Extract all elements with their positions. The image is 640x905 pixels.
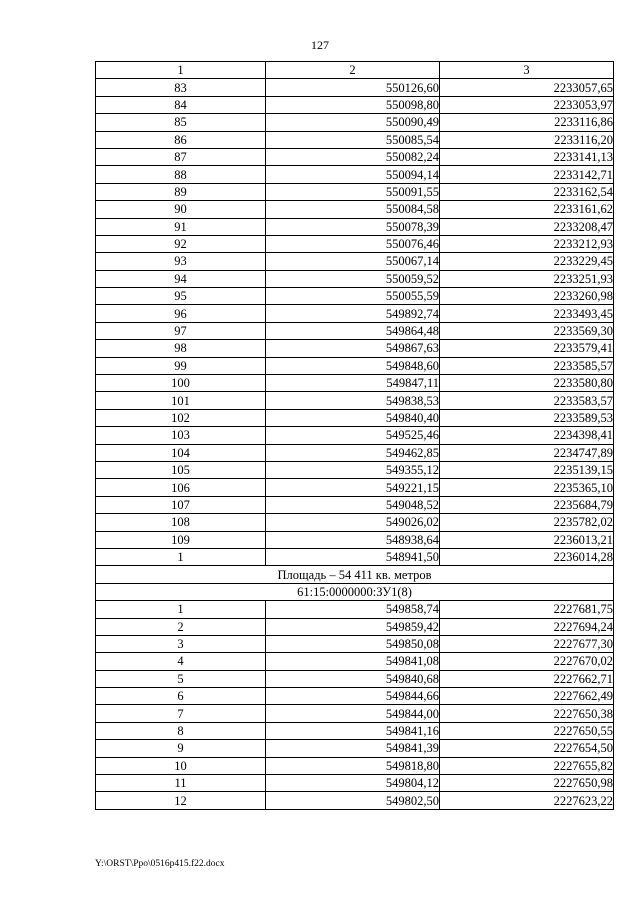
y-coordinate-cell: 2233142,71 <box>440 166 614 183</box>
x-coordinate-cell: 549355,12 <box>266 461 440 478</box>
x-coordinate-cell: 549859,42 <box>266 618 440 635</box>
y-coordinate-cell: 2233116,86 <box>440 114 614 131</box>
table-row <box>96 375 614 392</box>
point-number-cell: 101 <box>96 392 266 409</box>
table-row <box>96 218 614 235</box>
table-row <box>96 496 614 513</box>
point-number-cell: 102 <box>96 409 266 426</box>
y-coordinate-cell: 2233493,45 <box>440 305 614 322</box>
x-coordinate-cell: 550085,54 <box>266 131 440 148</box>
y-coordinate-cell: 2233583,57 <box>440 392 614 409</box>
y-coordinate-cell: 2227694,24 <box>440 618 614 635</box>
y-coordinate-cell: 2233161,62 <box>440 201 614 218</box>
x-coordinate-cell: 550098,80 <box>266 96 440 113</box>
y-coordinate-cell: 2227681,75 <box>440 601 614 618</box>
column-header-3: 3 <box>440 62 614 79</box>
point-number-cell: 87 <box>96 148 266 165</box>
point-number-cell: 83 <box>96 79 266 96</box>
point-number-cell: 1 <box>96 548 266 565</box>
table-row <box>96 688 614 705</box>
table-row <box>96 792 614 809</box>
point-number-cell: 107 <box>96 496 266 513</box>
parcel-id: 61:15:0000000:ЗУ1(8) <box>96 583 614 600</box>
table-row <box>96 722 614 739</box>
table-row <box>96 131 614 148</box>
x-coordinate-cell: 550076,46 <box>266 235 440 252</box>
point-number-cell: 91 <box>96 218 266 235</box>
table-header-row <box>96 62 614 79</box>
y-coordinate-cell: 2233580,80 <box>440 375 614 392</box>
point-number-cell: 90 <box>96 201 266 218</box>
parcel-id-row <box>96 583 614 600</box>
y-coordinate-cell: 2227650,38 <box>440 705 614 722</box>
table-row <box>96 96 614 113</box>
y-coordinate-cell: 2233162,54 <box>440 183 614 200</box>
y-coordinate-cell: 2234747,89 <box>440 444 614 461</box>
table-row <box>96 409 614 426</box>
footer-file-path: Y:\ORST\Ppo\0516p415.f22.docx <box>95 859 225 869</box>
point-number-cell: 9 <box>96 740 266 757</box>
x-coordinate-cell: 550055,59 <box>266 288 440 305</box>
x-coordinate-cell: 549026,02 <box>266 514 440 531</box>
x-coordinate-cell: 550091,55 <box>266 183 440 200</box>
y-coordinate-cell: 2233208,47 <box>440 218 614 235</box>
point-number-cell: 104 <box>96 444 266 461</box>
y-coordinate-cell: 2233053,97 <box>440 96 614 113</box>
y-coordinate-cell: 2233229,45 <box>440 253 614 270</box>
x-coordinate-cell: 549802,50 <box>266 792 440 809</box>
point-number-cell: 98 <box>96 340 266 357</box>
x-coordinate-cell: 549848,60 <box>266 357 440 374</box>
x-coordinate-cell: 549844,66 <box>266 688 440 705</box>
x-coordinate-cell: 549892,74 <box>266 305 440 322</box>
y-coordinate-cell: 2235139,15 <box>440 461 614 478</box>
y-coordinate-cell: 2227623,22 <box>440 792 614 809</box>
point-number-cell: 108 <box>96 514 266 531</box>
point-number-cell: 5 <box>96 670 266 687</box>
table-row <box>96 201 614 218</box>
point-number-cell: 11 <box>96 775 266 792</box>
table-row <box>96 288 614 305</box>
point-number-cell: 97 <box>96 322 266 339</box>
y-coordinate-cell: 2234398,41 <box>440 427 614 444</box>
x-coordinate-cell: 549850,08 <box>266 635 440 652</box>
table-row <box>96 183 614 200</box>
x-coordinate-cell: 549221,15 <box>266 479 440 496</box>
table-row <box>96 670 614 687</box>
y-coordinate-cell: 2236013,21 <box>440 531 614 548</box>
table-row <box>96 79 614 96</box>
point-number-cell: 88 <box>96 166 266 183</box>
point-number-cell: 105 <box>96 461 266 478</box>
table-row <box>96 531 614 548</box>
x-coordinate-cell: 548938,64 <box>266 531 440 548</box>
x-coordinate-cell: 549818,80 <box>266 757 440 774</box>
column-header-2: 2 <box>266 62 440 79</box>
y-coordinate-cell: 2227650,55 <box>440 722 614 739</box>
y-coordinate-cell: 2227655,82 <box>440 757 614 774</box>
point-number-cell: 2 <box>96 618 266 635</box>
y-coordinate-cell: 2233212,93 <box>440 235 614 252</box>
table-row <box>96 357 614 374</box>
area-label: Площадь – 54 411 кв. метров <box>96 566 614 583</box>
point-number-cell: 1 <box>96 601 266 618</box>
x-coordinate-cell: 550082,24 <box>266 148 440 165</box>
table-row <box>96 114 614 131</box>
table-row <box>96 705 614 722</box>
table-row <box>96 322 614 339</box>
table-row <box>96 479 614 496</box>
y-coordinate-cell: 2233585,57 <box>440 357 614 374</box>
point-number-cell: 10 <box>96 757 266 774</box>
y-coordinate-cell: 2233260,98 <box>440 288 614 305</box>
x-coordinate-cell: 549867,63 <box>266 340 440 357</box>
table-row <box>96 514 614 531</box>
table-row <box>96 148 614 165</box>
point-number-cell: 85 <box>96 114 266 131</box>
y-coordinate-cell: 2227670,02 <box>440 653 614 670</box>
table-row <box>96 427 614 444</box>
x-coordinate-cell: 549844,00 <box>266 705 440 722</box>
point-number-cell: 8 <box>96 722 266 739</box>
x-coordinate-cell: 549525,46 <box>266 427 440 444</box>
x-coordinate-cell: 549841,16 <box>266 722 440 739</box>
y-coordinate-cell: 2233589,53 <box>440 409 614 426</box>
y-coordinate-cell: 2227650,98 <box>440 775 614 792</box>
x-coordinate-cell: 549841,39 <box>266 740 440 757</box>
x-coordinate-cell: 549858,74 <box>266 601 440 618</box>
point-number-cell: 84 <box>96 96 266 113</box>
y-coordinate-cell: 2233579,41 <box>440 340 614 357</box>
x-coordinate-cell: 549838,53 <box>266 392 440 409</box>
table-row <box>96 775 614 792</box>
point-number-cell: 93 <box>96 253 266 270</box>
y-coordinate-cell: 2233116,20 <box>440 131 614 148</box>
point-number-cell: 100 <box>96 375 266 392</box>
y-coordinate-cell: 2236014,28 <box>440 548 614 565</box>
table-row <box>96 444 614 461</box>
table-row <box>96 548 614 565</box>
point-number-cell: 106 <box>96 479 266 496</box>
area-label-row <box>96 566 614 583</box>
table-row <box>96 270 614 287</box>
coordinates-table <box>95 61 614 810</box>
x-coordinate-cell: 548941,50 <box>266 548 440 565</box>
table-row <box>96 253 614 270</box>
x-coordinate-cell: 550084,58 <box>266 201 440 218</box>
point-number-cell: 86 <box>96 131 266 148</box>
point-number-cell: 96 <box>96 305 266 322</box>
table-row <box>96 635 614 652</box>
table-row <box>96 392 614 409</box>
y-coordinate-cell: 2235365,10 <box>440 479 614 496</box>
x-coordinate-cell: 550094,14 <box>266 166 440 183</box>
point-number-cell: 4 <box>96 653 266 670</box>
table-row <box>96 166 614 183</box>
x-coordinate-cell: 549462,85 <box>266 444 440 461</box>
table-row <box>96 653 614 670</box>
y-coordinate-cell: 2235684,79 <box>440 496 614 513</box>
x-coordinate-cell: 550067,14 <box>266 253 440 270</box>
x-coordinate-cell: 550126,60 <box>266 79 440 96</box>
x-coordinate-cell: 549847,11 <box>266 375 440 392</box>
y-coordinate-cell: 2233057,65 <box>440 79 614 96</box>
x-coordinate-cell: 549804,12 <box>266 775 440 792</box>
x-coordinate-cell: 550059,52 <box>266 270 440 287</box>
table-row <box>96 757 614 774</box>
coordinates-table-body <box>96 62 614 810</box>
table-row <box>96 340 614 357</box>
x-coordinate-cell: 549841,08 <box>266 653 440 670</box>
x-coordinate-cell: 549840,40 <box>266 409 440 426</box>
x-coordinate-cell: 549864,48 <box>266 322 440 339</box>
page-number: 127 <box>311 38 329 52</box>
x-coordinate-cell: 550090,49 <box>266 114 440 131</box>
point-number-cell: 6 <box>96 688 266 705</box>
point-number-cell: 12 <box>96 792 266 809</box>
y-coordinate-cell: 2227677,30 <box>440 635 614 652</box>
table-row <box>96 601 614 618</box>
point-number-cell: 95 <box>96 288 266 305</box>
point-number-cell: 103 <box>96 427 266 444</box>
point-number-cell: 94 <box>96 270 266 287</box>
x-coordinate-cell: 549048,52 <box>266 496 440 513</box>
y-coordinate-cell: 2227662,71 <box>440 670 614 687</box>
table-row <box>96 461 614 478</box>
table-row <box>96 618 614 635</box>
point-number-cell: 89 <box>96 183 266 200</box>
y-coordinate-cell: 2233141,13 <box>440 148 614 165</box>
x-coordinate-cell: 550078,39 <box>266 218 440 235</box>
y-coordinate-cell: 2227662,49 <box>440 688 614 705</box>
column-header-1: 1 <box>96 62 266 79</box>
y-coordinate-cell: 2235782,02 <box>440 514 614 531</box>
y-coordinate-cell: 2233251,93 <box>440 270 614 287</box>
point-number-cell: 7 <box>96 705 266 722</box>
point-number-cell: 99 <box>96 357 266 374</box>
y-coordinate-cell: 2233569,30 <box>440 322 614 339</box>
table-row <box>96 305 614 322</box>
y-coordinate-cell: 2227654,50 <box>440 740 614 757</box>
x-coordinate-cell: 549840,68 <box>266 670 440 687</box>
table-row <box>96 235 614 252</box>
point-number-cell: 3 <box>96 635 266 652</box>
point-number-cell: 92 <box>96 235 266 252</box>
table-row <box>96 740 614 757</box>
point-number-cell: 109 <box>96 531 266 548</box>
